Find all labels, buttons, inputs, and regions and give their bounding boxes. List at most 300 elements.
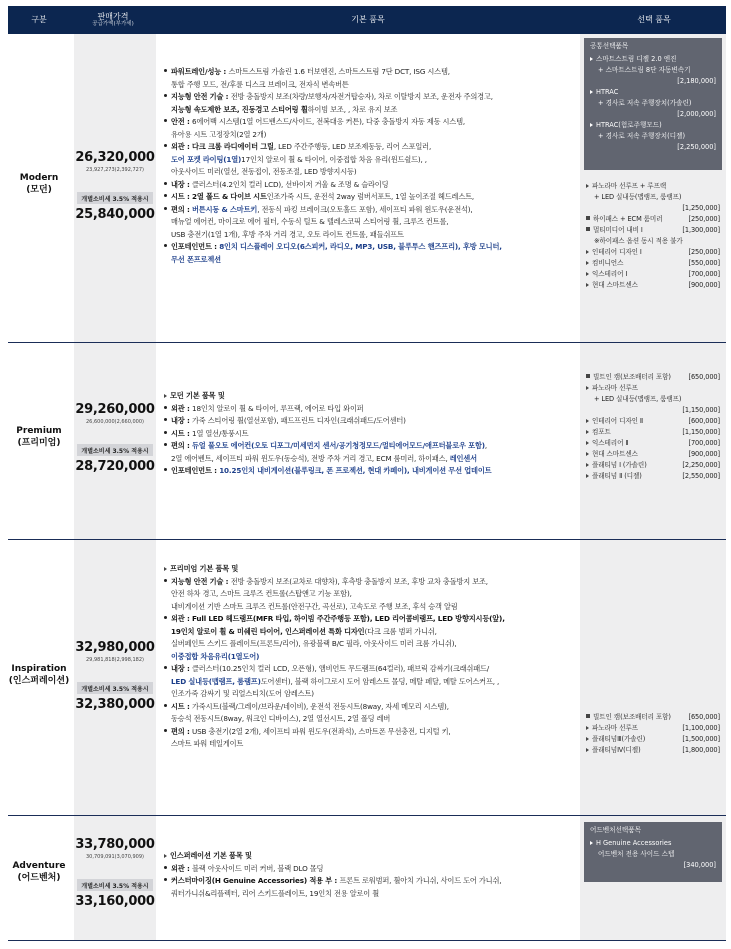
basic-item-line xyxy=(164,66,576,79)
option-name: 현대 스마트센스 xyxy=(592,450,638,458)
option-item xyxy=(586,471,720,482)
item-text: , xyxy=(484,441,488,450)
option-item xyxy=(586,734,720,745)
option-item xyxy=(586,236,720,247)
option-item xyxy=(586,247,720,258)
option-name: 컴포트 xyxy=(592,428,611,436)
basic-item-line xyxy=(164,713,576,726)
item-text: 인조가죽 시트, 운전석 2way 럼버서포트, 1열 높이조절 헤드레스트, xyxy=(266,192,475,201)
item-heading: 편의 : xyxy=(171,441,193,450)
option-name: 빌트인 캠(보조배터리 포함) xyxy=(593,713,671,721)
option-name: 파노라마 선루프 xyxy=(592,724,638,732)
item-text: , xyxy=(497,676,500,686)
row-divider xyxy=(8,342,726,343)
option-item xyxy=(586,203,720,214)
item-emphasis: Full LED 헤드램프(MFR 타입, 하이빔 주간주행등 포함), LED 리어콤비램프, LED 방향지시등(앞), xyxy=(192,614,505,623)
basic-item-line xyxy=(164,440,576,453)
option-group-title: 어드벤처선택품목 xyxy=(590,826,641,834)
option-item xyxy=(586,372,720,383)
option-price: [900,000] xyxy=(688,450,720,458)
basic-item-line xyxy=(164,191,576,204)
option-price: [2,550,000] xyxy=(682,472,720,480)
item-heading: 인포테인먼트 : xyxy=(171,466,220,475)
basic-item-line xyxy=(164,179,576,192)
triangle-icon xyxy=(586,726,589,730)
option-group-text: [2,250,000] xyxy=(677,143,716,151)
row-divider xyxy=(8,940,726,941)
item-heading: 커스터마이징(H Genuine Accessories) 적용 부 : xyxy=(171,876,340,885)
option-price: [650,000] xyxy=(688,713,720,721)
item-heading: 내장 : xyxy=(171,664,193,673)
item-highlight: 레인센서 xyxy=(449,453,477,463)
item-text: 하이빔 보조, xyxy=(307,104,348,114)
option-price: [550,000] xyxy=(688,259,720,267)
price-tax-value: 32,380,000 xyxy=(75,697,155,712)
bullet-icon xyxy=(164,94,167,97)
basic-items xyxy=(164,563,576,751)
option-price: [650,000] xyxy=(688,373,720,381)
basic-item-line xyxy=(164,229,576,242)
row-divider xyxy=(8,815,726,816)
option-group-text: 스마트스트림 디젤 2.0 엔진 xyxy=(596,55,677,63)
basic-item-line xyxy=(164,465,576,478)
option-item xyxy=(586,405,720,416)
item-text: 스마트스트림 가솔린 1.6 터보엔진, 스마트스트림 7단 DCT, ISG 시스템, xyxy=(228,67,450,76)
item-heading: 모던 기본 품목 및 xyxy=(170,391,225,400)
trim-name-en: Modern xyxy=(19,173,59,183)
bullet-icon xyxy=(164,616,167,619)
square-icon xyxy=(586,216,590,220)
option-item xyxy=(586,438,720,449)
option-item xyxy=(586,712,720,723)
option-price: [600,000] xyxy=(688,417,720,425)
item-highlight: 듀얼 풀오토 에어컨(오토 디포그/미세먼지 센서/공기청정모드/멀티에어모드/애프터블로우 포함) xyxy=(192,441,485,450)
price-tax-value: 28,720,000 xyxy=(75,459,155,474)
option-group-text: H Genuine Accessories xyxy=(596,839,672,847)
option-item xyxy=(586,181,720,192)
option-price: [1,300,000] xyxy=(682,226,720,234)
basic-items xyxy=(164,66,576,266)
triangle-icon xyxy=(586,463,589,467)
triangle-icon xyxy=(586,441,589,445)
triangle-icon xyxy=(586,386,589,390)
tax-badge: 개별소비세 3.5% 적용시 xyxy=(77,192,153,204)
bullet-icon xyxy=(164,418,167,421)
item-heading: 시트 : xyxy=(171,192,193,201)
option-item xyxy=(586,460,720,471)
item-text: 매뉴얼 에어컨, 마이크로 에어 필터, 수동식 틸트 & 텔레스코픽 스티어링 휠, 크루즈 컨트롤, xyxy=(171,217,449,226)
item-text: 통합 주행 모드, 전/후륜 디스크 브레이크, 전자식 변속버튼 xyxy=(171,79,349,89)
item-text: 블랙 아웃사이드 미러 커버, 블랙 DLO 몰딩 xyxy=(192,863,324,873)
option-price: [1,100,000] xyxy=(682,724,720,732)
price-cell xyxy=(74,150,156,230)
square-icon xyxy=(586,227,590,231)
triangle-icon xyxy=(590,57,593,61)
option-price: [2,250,000] xyxy=(682,461,720,469)
option-group-line xyxy=(590,98,716,109)
option-price: [700,000] xyxy=(688,270,720,278)
item-text: , xyxy=(424,154,427,164)
item-heading: 편의 : xyxy=(171,204,193,214)
item-heading: 인포테인먼트 : xyxy=(171,242,220,251)
basic-item-line xyxy=(164,638,576,651)
item-highlight: 도어 포켓 라이팅(1열) xyxy=(171,154,242,164)
option-item xyxy=(586,225,720,236)
item-heading: 내장 : xyxy=(171,179,193,189)
item-highlight: 무선 폰프로젝션 xyxy=(171,254,221,264)
item-emphasis: 지능형 속도제한 보조, 진동경고 스티어링 휠 xyxy=(171,104,308,114)
item-heading: 시트 : xyxy=(171,701,193,711)
option-item xyxy=(586,416,720,427)
bullet-icon xyxy=(164,69,167,72)
basic-item-line xyxy=(164,403,576,416)
basic-item-line xyxy=(164,104,576,117)
option-name: 파노라마 선루프 + 루프랙 xyxy=(592,182,667,190)
option-item xyxy=(586,269,720,280)
item-text: , 전동식 파킹 브레이크(오토홀드 포함), 세이프티 파워 윈도우(운전석), xyxy=(257,204,473,214)
option-group-line xyxy=(590,131,716,142)
bullet-icon xyxy=(164,244,167,247)
option-group-line xyxy=(590,65,716,76)
basic-item-line xyxy=(164,850,576,863)
option-item xyxy=(586,723,720,734)
square-icon xyxy=(586,714,590,718)
price-supply: 23,927,273(2,392,727) xyxy=(86,167,144,173)
trim-name-kr: (어드벤처) xyxy=(17,873,61,884)
price-tax-value: 33,160,000 xyxy=(75,894,155,909)
option-name: 파노라마 선루프 xyxy=(592,384,638,392)
option-name: 멀티미디어 내비 Ⅰ xyxy=(593,226,643,234)
triangle-icon xyxy=(586,283,589,287)
basic-item-line xyxy=(164,651,576,664)
basic-item-line xyxy=(164,676,576,689)
triangle-icon xyxy=(586,430,589,434)
item-text: 6에어백 시스템(1열 어드밴스드/사이드, 전복대응 커튼), 다중 충돌방지 자동 제동 시스템, xyxy=(192,117,466,126)
item-heading: 외관 : xyxy=(171,863,193,873)
option-group-line xyxy=(590,76,716,87)
item-text: 내비게이션 기반 스마트 크루즈 컨트롤(안전구간, 곡선로), 고속도로 주행 보조, 후석 승객 알림 xyxy=(171,601,458,611)
trim-name-kr: (인스퍼레이션) xyxy=(8,676,70,687)
item-text: 실버페인트 스키드 플레이트(프론트/리어), 유광블랙 B/C 필라, 아웃사이드 미러 크롬 가니쉬), xyxy=(171,639,457,648)
option-price: [1,800,000] xyxy=(682,746,720,754)
item-heading: 지능형 안전 기술 : xyxy=(171,576,231,586)
option-group-box xyxy=(584,38,722,170)
item-heading: 안전 : xyxy=(171,117,193,126)
price-value: 29,260,000 xyxy=(75,402,155,417)
option-group-text: HTRAC(험로주행모드) xyxy=(596,121,662,129)
item-highlight: LED 실내등(맵램프, 룸램프) xyxy=(171,676,261,686)
trim-name-kr: (모던) xyxy=(26,185,52,196)
triangle-icon xyxy=(590,841,593,845)
basic-item-line xyxy=(164,726,576,739)
bullet-icon xyxy=(164,666,167,669)
option-name: 플래티넘 Ⅱ (디젤) xyxy=(592,472,642,480)
option-name: 익스테리어 Ⅰ xyxy=(592,270,628,278)
option-group-line xyxy=(590,109,716,120)
triangle-icon xyxy=(164,394,167,398)
option-name: ※하이패스 옵션 동시 적용 불가 xyxy=(594,237,683,245)
triangle-icon xyxy=(586,748,589,752)
basic-item-line xyxy=(164,626,576,639)
price-cell xyxy=(74,402,156,482)
price-supply: 29,981,818(2,998,182) xyxy=(86,657,144,663)
basic-item-line xyxy=(164,415,576,428)
option-group-text: + 경사로 저속 주행장치(가솔린) xyxy=(598,99,692,107)
option-price: [1,500,000] xyxy=(682,735,720,743)
item-heading: 외관 : xyxy=(171,403,193,413)
trim-name-en: Adventure xyxy=(12,861,66,871)
price-cell xyxy=(74,837,156,917)
price-value: 33,780,000 xyxy=(75,837,155,852)
bullet-icon xyxy=(164,207,167,210)
triangle-icon xyxy=(586,272,589,276)
trim-name-en: Inspiration xyxy=(11,664,67,674)
option-group-text: + 스마트스트림 8단 자동변속기 xyxy=(598,66,691,74)
item-heading: 시트 : xyxy=(171,428,193,438)
bullet-icon xyxy=(164,729,167,732)
basic-item-line xyxy=(164,241,576,254)
option-group-line xyxy=(590,87,716,98)
option-item xyxy=(586,280,720,291)
item-emphasis: 2열 폴드 & 다이브 시트 xyxy=(192,192,267,201)
item-heading: 내장 : xyxy=(171,416,193,425)
basic-item-line xyxy=(164,576,576,589)
item-text: USB 충전기(1열 1개), 후방 주차 거리 경고, 오토 라이트 컨트롤, 패들쉬프트 xyxy=(171,229,404,239)
price-supply: 26,600,000(2,660,000) xyxy=(86,419,144,425)
basic-item-line xyxy=(164,875,576,888)
table-header xyxy=(8,6,726,34)
tax-badge: 개별소비세 3.5% 적용시 xyxy=(77,682,153,694)
item-text: USB 충전기(2열 2개), 세이프티 파워 윈도우(전좌석), 스마트폰 무선충전, 디지털 키, xyxy=(192,726,451,736)
option-list xyxy=(586,372,720,482)
item-heading: 외관 : xyxy=(171,614,193,623)
item-text: , 차로 유지 보조 xyxy=(348,104,398,114)
option-group-text: [2,180,000] xyxy=(677,77,716,85)
option-group-line xyxy=(590,120,716,131)
square-icon xyxy=(586,374,590,378)
option-group-line xyxy=(590,142,716,153)
basic-item-line xyxy=(164,116,576,129)
option-group-text: + 경사로 저속 주행장치(디젤) xyxy=(598,132,686,140)
option-name: + LED 실내등(맵램프, 룸램프) xyxy=(594,395,682,403)
bullet-icon xyxy=(164,579,167,582)
triangle-icon xyxy=(586,261,589,265)
trim-name-kr: (프리미엄) xyxy=(17,438,61,449)
option-list xyxy=(586,712,720,756)
option-name: 플래티넘Ⅲ(가솔린) xyxy=(592,735,646,743)
row-divider xyxy=(8,539,726,540)
triangle-icon xyxy=(164,567,167,571)
item-highlight: 10.25인치 내비게이션(블루링크, 폰 프로젝션, 현대 카페이), 내비게이션 무선 업데이트 xyxy=(219,466,492,475)
item-text: (다크 크롬 범퍼 가니쉬, xyxy=(364,626,437,636)
option-list xyxy=(586,181,720,291)
basic-item-line xyxy=(164,129,576,142)
basic-item-line xyxy=(164,216,576,229)
option-item xyxy=(586,394,720,405)
header-option: 선택 품목 xyxy=(637,15,671,25)
option-item xyxy=(586,383,720,394)
basic-item-line xyxy=(164,563,576,576)
basic-item-line xyxy=(164,688,576,701)
item-text: 18인치 알로이 휠 & 타이어, 루프랙, 에어로 타입 와이퍼 xyxy=(192,403,364,413)
option-group-line xyxy=(590,838,716,849)
item-heading: 인스퍼레이션 기본 품목 및 xyxy=(170,851,252,860)
item-text: 클러스터(10.25인치 컬러 LCD, 오픈형), 앰비언트 무드램프(64컬러), 패브릭 감싸기(크래쉬패드/ xyxy=(192,664,490,673)
option-group-box xyxy=(584,822,722,882)
item-text: 아웃사이드 미러(열선, 전동접이, 전동조절, LED 방향지시등) xyxy=(171,167,357,176)
bullet-icon xyxy=(164,704,167,707)
triangle-icon xyxy=(590,123,593,127)
basic-item-line xyxy=(164,390,576,403)
option-price: [700,000] xyxy=(688,439,720,447)
option-price: [900,000] xyxy=(688,281,720,289)
basic-item-line xyxy=(164,453,576,466)
triangle-icon xyxy=(586,474,589,478)
option-name: 인테리어 디자인 Ⅱ xyxy=(592,417,644,425)
header-trim: 구분 xyxy=(31,15,47,25)
bullet-icon xyxy=(164,431,167,434)
option-item xyxy=(586,427,720,438)
item-text: 스마트 파워 테일게이트 xyxy=(171,739,244,748)
item-text: , LED 주간주행등, LED 보조제동등, 리어 스포일러, xyxy=(273,142,432,151)
item-highlight: 이중접합 차음유리(1열도어) xyxy=(171,651,260,661)
bullet-icon xyxy=(164,443,167,446)
bullet-icon xyxy=(164,468,167,471)
trim-name-en: Premium xyxy=(16,426,62,436)
item-text: 쿼터가니쉬&리플렉터, 리어 스키드플레이트, 19인치 전용 알로이 휠 xyxy=(171,888,380,898)
bullet-icon xyxy=(164,182,167,185)
option-name: 현대 스마트센스 xyxy=(592,281,638,289)
basic-item-line xyxy=(164,254,576,267)
basic-item-line xyxy=(164,888,576,901)
item-text: 유아용 시트 고정장치(2열 2개) xyxy=(171,129,267,139)
option-group-title: 공통선택품목 xyxy=(590,42,629,50)
option-item xyxy=(586,449,720,460)
option-item xyxy=(586,745,720,756)
option-name: 빌트인 캠(보조배터리 포함) xyxy=(593,373,671,381)
item-text: 가죽 스티어링 휠(열선포함), 패드프린트 디자인(크래쉬패드/도어센터) xyxy=(192,416,406,425)
item-heading: 편의 : xyxy=(171,726,193,736)
item-text: 인조가죽 감싸기 및 리얼스티치(도어 암레스트) xyxy=(171,689,314,698)
basic-items xyxy=(164,850,576,900)
basic-item-line xyxy=(164,588,576,601)
bullet-icon xyxy=(164,194,167,197)
option-group-text: HTRAC xyxy=(596,88,619,96)
item-text: 클러스터(4.2인치 컬러 LCD), 선바이저 거울 & 조명 & 슬라이딩 xyxy=(192,179,389,189)
triangle-icon xyxy=(590,90,593,94)
option-group-text: [340,000] xyxy=(683,861,716,869)
triangle-icon xyxy=(586,419,589,423)
basic-item-line xyxy=(164,701,576,714)
bullet-icon xyxy=(164,878,167,881)
item-text: 프론트 로워범퍼, 휠아치 가니쉬, 사이드 도어 가니쉬, xyxy=(339,876,502,885)
price-value: 32,980,000 xyxy=(75,640,155,655)
option-name: 플래티넘Ⅳ(디젤) xyxy=(592,746,641,754)
header-basic: 기본 품목 xyxy=(351,15,385,25)
option-price: [250,000] xyxy=(688,215,720,223)
basic-item-line xyxy=(164,141,576,154)
basic-item-line xyxy=(164,154,576,167)
option-name: [1,150,000] xyxy=(682,406,720,414)
basic-items xyxy=(164,390,576,478)
triangle-icon xyxy=(586,452,589,456)
option-item xyxy=(586,258,720,269)
basic-item-line xyxy=(164,738,576,751)
item-emphasis: 다크 크롬 라디에이터 그릴 xyxy=(192,142,274,151)
trim-name xyxy=(8,172,70,196)
basic-item-line xyxy=(164,204,576,217)
item-heading: 외관 : xyxy=(171,142,193,151)
basic-item-line xyxy=(164,601,576,614)
item-text: 17인치 알로이 휠 & 타이어, 이중접합 차음 유리(윈드쉴드), xyxy=(241,154,425,164)
option-name: + LED 실내등(맵램프, 룸램프) xyxy=(594,193,682,201)
option-name: 인테리어 디자인 Ⅰ xyxy=(592,248,642,256)
triangle-icon xyxy=(164,854,167,858)
item-text: 1열 열선/통풍시트 xyxy=(192,428,249,438)
item-text: 가죽시트(블랙/그레이/브라운/네이비), 운전석 전동시트(8way, 자세 메모리 시스템), xyxy=(192,701,449,711)
bullet-icon xyxy=(164,406,167,409)
bullet-icon xyxy=(164,866,167,869)
item-text: 안전 하차 경고, 스마트 크루즈 컨트롤(스탑앤고 기능 포함), xyxy=(171,589,352,598)
option-price: [1,150,000] xyxy=(682,428,720,436)
tax-badge: 개별소비세 3.5% 적용시 xyxy=(77,444,153,456)
basic-item-line xyxy=(164,166,576,179)
item-emphasis: 19인치 알로이 휠 & 미쉐린 타이어, 인스퍼레이션 특화 디자인 xyxy=(171,626,365,636)
option-group-line xyxy=(590,54,716,65)
item-text: 전방 충돌방지 보조(차량/보행자/자전거탑승자), 차로 이탈방지 보조, 운전자 주의경고, xyxy=(230,92,493,101)
trim-name xyxy=(8,425,70,449)
option-group-line xyxy=(590,860,716,871)
triangle-icon xyxy=(586,737,589,741)
header-price: 판매가격 공급가액(부가세) xyxy=(92,12,134,28)
triangle-icon xyxy=(586,184,589,188)
option-group-line xyxy=(590,849,716,860)
option-name: 플래티넘 Ⅰ (가솔린) xyxy=(592,461,647,469)
basic-item-line xyxy=(164,663,576,676)
bullet-icon xyxy=(164,119,167,122)
item-text: 도어센터), 블랙 하이그로시 도어 암레스트 몰딩, 메탈 페달, 메탈 도어스커프, xyxy=(260,676,498,686)
price-value: 26,320,000 xyxy=(75,150,155,165)
option-item xyxy=(586,192,720,203)
trim-name xyxy=(8,663,70,687)
option-name: [1,250,000] xyxy=(682,204,720,212)
bullet-icon xyxy=(164,144,167,147)
option-item xyxy=(586,214,720,225)
basic-item-line xyxy=(164,79,576,92)
item-text: 동승석 전동시트(8way, 워크인 디바이스), 2열 열선시트, 2열 폴딩 레버 xyxy=(171,714,391,723)
option-column-bg xyxy=(580,34,726,941)
tax-badge: 개별소비세 3.5% 적용시 xyxy=(77,879,153,891)
option-name: 컴비니언스 xyxy=(592,259,624,267)
option-price: [250,000] xyxy=(688,248,720,256)
option-name: 하이패스 + ECM 룸미러 xyxy=(593,215,663,223)
price-tax-value: 25,840,000 xyxy=(75,207,155,222)
item-text: 전방 충돌방지 보조(교차로 대향차), 후측방 충돌방지 보조, 후방 교차 충돌방지 보조, xyxy=(230,576,488,586)
price-cell xyxy=(74,640,156,720)
item-text: 2열 에어벤트, 세이프티 파워 윈도우(동승석), 전방 주차 거리 경고, ECM 룸미러, 하이패스, xyxy=(171,453,450,463)
basic-item-line xyxy=(164,428,576,441)
option-group-text: 어드벤처 전용 사이드 스텝 xyxy=(598,850,675,858)
basic-item-line xyxy=(164,613,576,626)
triangle-icon xyxy=(586,250,589,254)
item-highlight: 8인치 디스플레이 오디오(6스피커, 라디오, MP3, USB, 블루투스 핸즈프리), 후방 모니터, xyxy=(219,242,502,251)
item-heading: 지능형 안전 기술 : xyxy=(171,92,231,101)
price-supply: 30,709,091(3,070,909) xyxy=(86,854,144,860)
basic-item-line xyxy=(164,91,576,104)
item-heading: 프리미엄 기본 품목 및 xyxy=(170,564,239,573)
item-highlight: 버튼시동 & 스마트키 xyxy=(192,204,258,214)
basic-item-line xyxy=(164,863,576,876)
